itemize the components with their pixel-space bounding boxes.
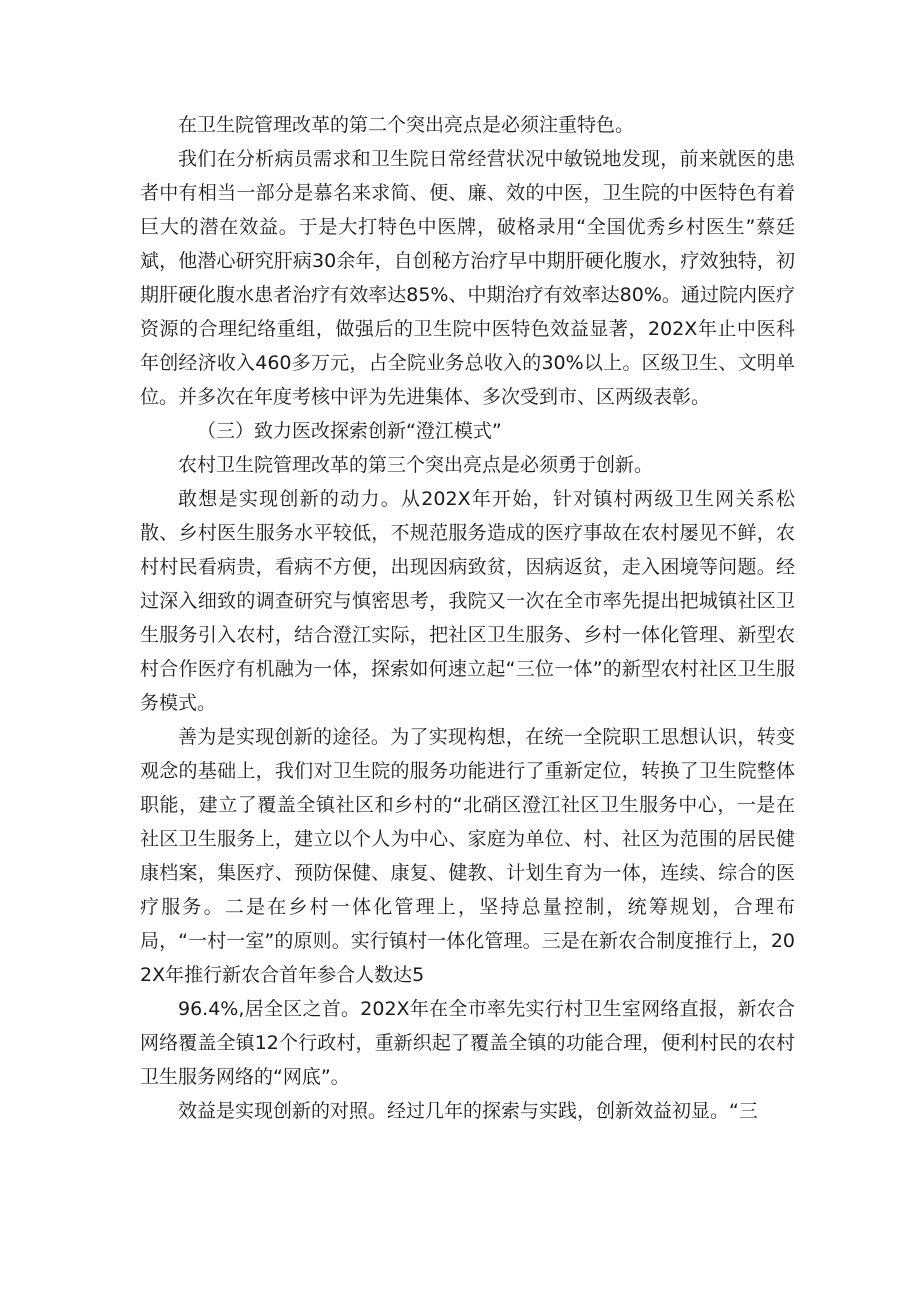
paragraph-6: 96.4%,居全区之首。202X年在全市率先实行村卫生室网络直报，新农合网络覆盖全镇12个行政村，重新织起了覆盖全镇的功能合理，便利村民的农村卫生服务网络的“网底”。 — [140, 998, 795, 1088]
paragraph-2: 我们在分析病员需求和卫生院日常经营状况中敏锐地发现，前来就医的患者中有相当一部分是慕名来求简、便、廉、效的中医，卫生院的中医特色有着巨大的潜在效益。于是大打特色中医牌，破格录用“全国优秀乡村医生”蔡廷斌，他潜心研究肝病30余年，自创秘方治疗早中期肝硬化腹水，疗效独特，初期肝硬化腹水患者治疗有效率达85%、中期治疗有效率达80%。通过院内医疗资源的合理纪络重组，做强后的卫生院中医特色效益显著，202X年止中医科年创经济收入460多万元，占全院业务总收入的30%以上。区级卫生、文明单位。并多次在年度考核中评为先进集体、多次受到市、区两级表彰。 — [140, 148, 795, 408]
paragraph-3: 农村卫生院管理改革的第三个突出亮点是必须勇于创新。 — [178, 454, 654, 476]
paragraph-1: 在卫生院管理改革的第二个突出亮点是必须注重特色。 — [178, 114, 635, 136]
paragraph-5: 善为是实现创新的途径。为了实现构想，在统一全院职工思想认识，转变观念的基础上，我们对卫生院的服务功能进行了重新定位，转换了卫生院整体职能，建立了覆盖全镇社区和乡村的“北硝区澄江社区卫生服务中心，一是在社区卫生服务上，建立以个人为中心、家庭为单位、村、社区为范围的居民健康档案，集医疗、预防保健、康复、健教、计划生育为一体，连续、综合的医疗服务。二是在乡村一体化管理上，坚持总量控制，统筹规划，合理布局，“一村一室”的原则。实行镇村一体化管理。三是在新农合制度推行上，202X年推行新农合首年参合人数达5 — [140, 726, 795, 986]
paragraph-7: 效益是实现创新的对照。经过几年的探索与实践，创新效益初显。“三 — [178, 1100, 758, 1122]
section-heading: （三）致力医改探索创新“澄江模式” — [197, 420, 502, 442]
paragraph-4: 敢想是实现创新的动力。从202X年开始，针对镇村两级卫生网关系松散、乡村医生服务水平较低，不规范服务造成的医疗事故在农村屡见不鲜，农村村民看病贵，看病不方便，出现因病致贫，因病返贫，走入困境等问题。经过深入细致的调查研究与慎密思考，我院又一次在全市率先提出把城镇社区卫生服务引入农村，结合澄江实际，把社区卫生服务、乡村一体化管理、新型农村合作医疗有机融为一体，探索如何速立起“三位一体”的新型农村社区卫生服务模式。 — [140, 488, 795, 714]
document-page — [140, 108, 795, 1128]
